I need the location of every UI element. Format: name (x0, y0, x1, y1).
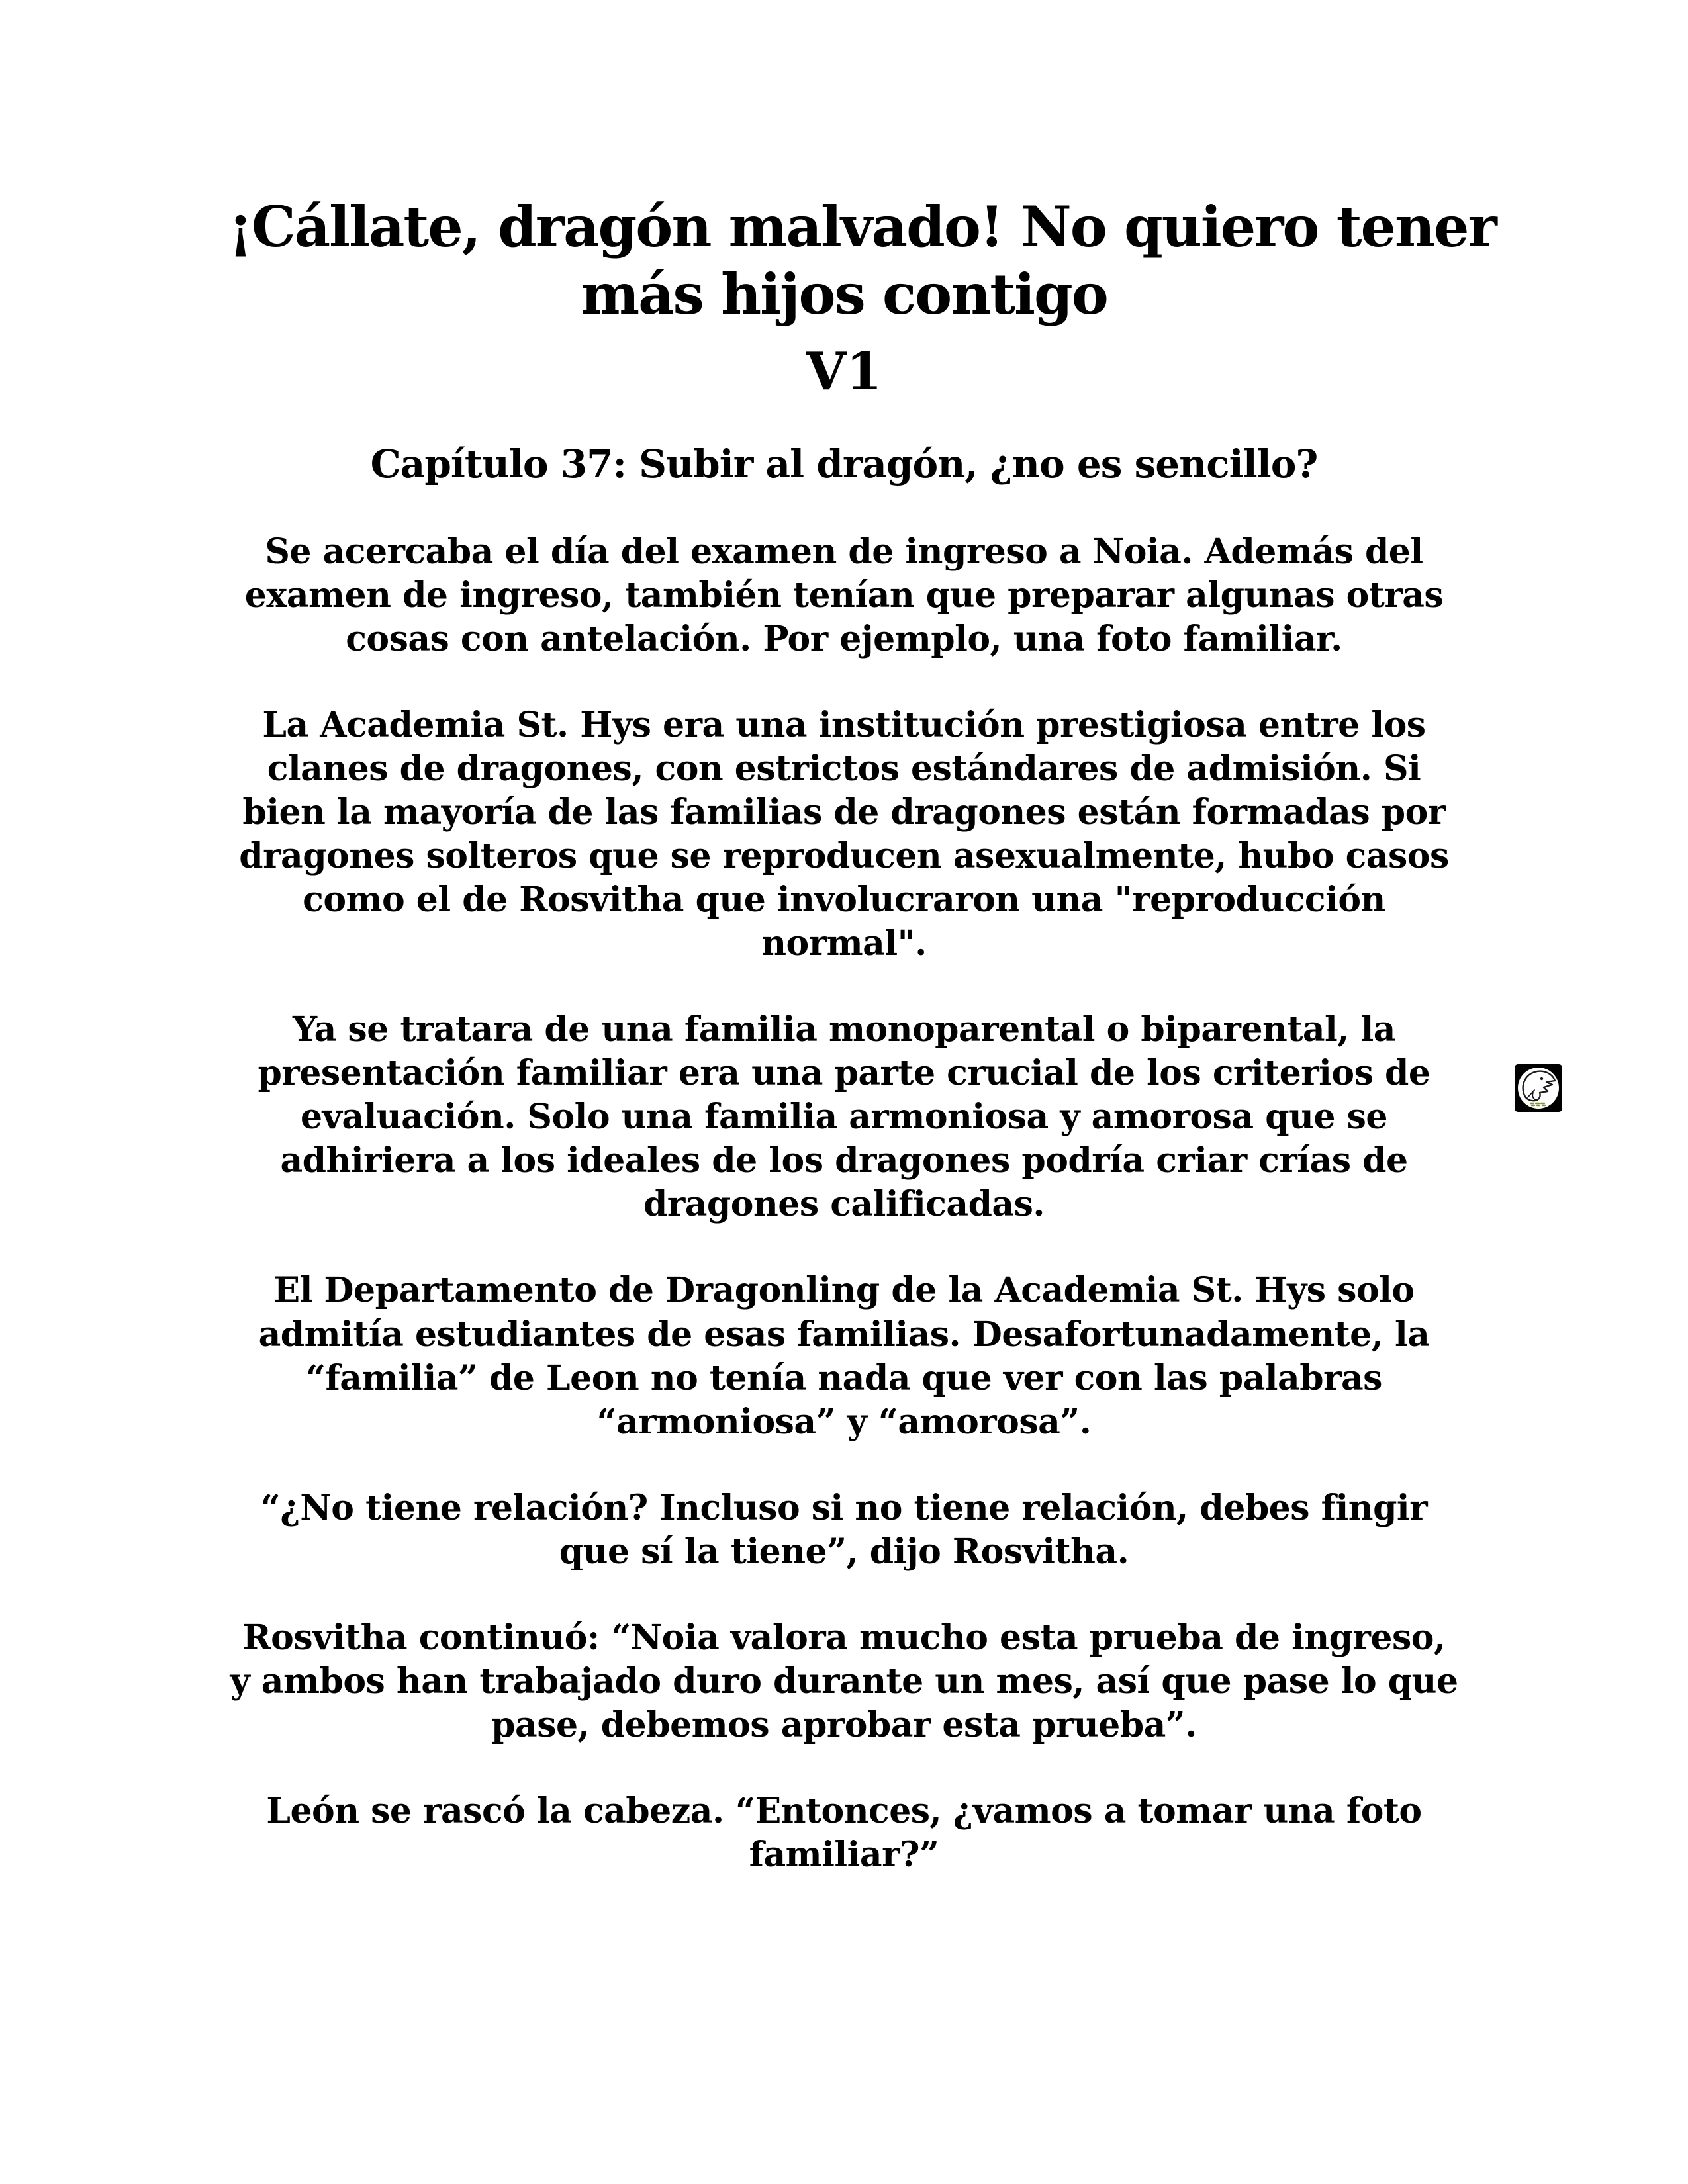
volume-label: V1 (806, 341, 882, 402)
paragraph: La Academia St. Hys era una institución prestigiosa entre los clanes de dragones, con estrictos estándares de admisión. Si bien la mayoría de las familias de dragones están formadas por dragones solteros que se reproducen asexualmente, hubo casos como el de Rosvitha que involucraron una "reproducción normal". (239, 705, 1449, 964)
paragraph: Se acercaba el día del examen de ingreso a Noia. Además del examen de ingreso, también tenían que preparar algunas otras cosas con antelación. Por ejemplo, una foto familiar. (244, 531, 1444, 660)
chapter-heading: Capítulo 37: Subir al dragón, ¿no es sencillo? (370, 441, 1318, 486)
paragraph: Rosvitha continuó: “Noia valora mucho esta prueba de ingreso, y ambos han trabajado duro durante un mes, así que pase lo que pase, debemos aprobar esta prueba”. (230, 1617, 1458, 1745)
paragraph: El Departamento de Dragonling de la Academia St. Hys solo admitía estudiantes de esas familias. Desafortunadamente, la “familia” de Leon no tenía nada que ver con las palabras “armoniosa” y “amorosa”. (258, 1270, 1430, 1442)
paragraph: “¿No tiene relación? Incluso si no tiene relación, debes fingir que sí la tiene”, dijo Rosvitha. (260, 1487, 1428, 1572)
dragon-head-icon (1515, 1064, 1562, 1112)
document-content (228, 0, 1496, 1877)
paragraph: Ya se tratara de una familia monoparental o biparental, la presentación familiar era una parte crucial de los criterios de evaluación. Solo una familia armoniosa y amorosa que se adhiriera a los ideales de los dragones podría criar crías de dragones calificadas. (258, 1009, 1430, 1225)
paragraph: León se rascó la cabeza. “Entonces, ¿vamos a tomar una foto familiar?” (266, 1790, 1422, 1875)
book-title-line1: ¡Cállate, dragón malvado! No quiero tener (228, 194, 1496, 259)
book-title (228, 193, 1496, 329)
book-title-line2: más hijos contigo (581, 261, 1107, 328)
